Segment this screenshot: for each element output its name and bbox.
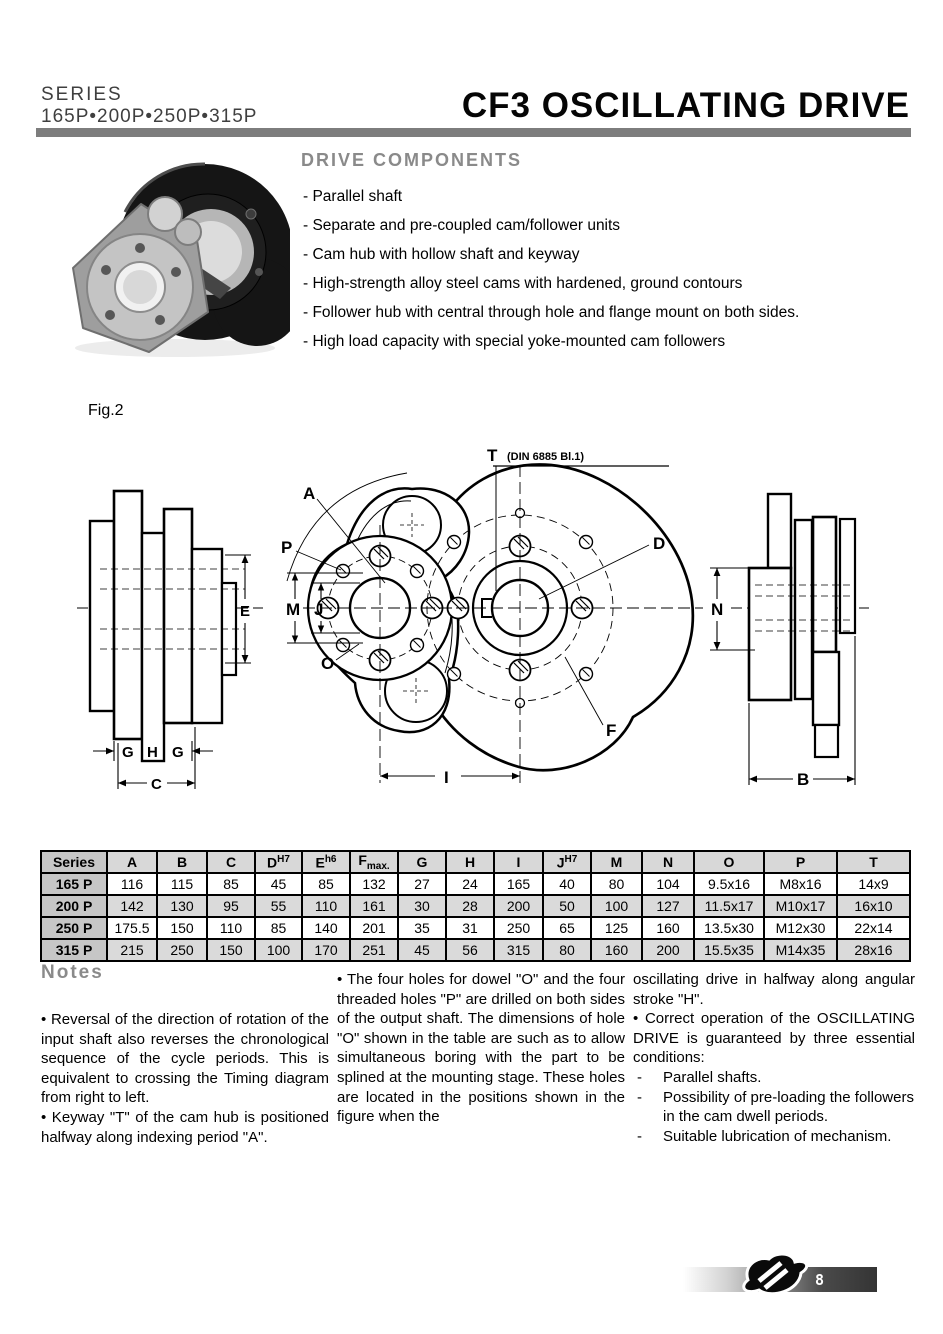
dim-label-b: B — [797, 770, 810, 789]
page-title: CF3 OSCILLATING DRIVE — [461, 86, 910, 125]
table-cell: M12x30 — [764, 917, 837, 939]
table-cell: 200 — [494, 895, 543, 917]
dim-label-f: F — [606, 721, 617, 740]
left-view — [77, 491, 263, 793]
table-cell: 35 — [398, 917, 446, 939]
table-cell: 65 — [543, 917, 591, 939]
series-label: SERIES — [41, 84, 123, 105]
table-cell: M8x16 — [764, 873, 837, 895]
table-cell: 100 — [591, 895, 642, 917]
dim-label-p: P — [281, 538, 293, 557]
table-header-cell: C — [207, 851, 255, 873]
list-item: - High load capacity with special yoke-mounted cam followers — [303, 333, 726, 350]
table-cell: 115 — [157, 873, 207, 895]
table-cell: M10x17 — [764, 895, 837, 917]
dim-label-a: A — [303, 484, 316, 503]
table-cell: 110 — [302, 895, 350, 917]
note-paragraph: • Keyway "T" of the cam hub is positioned halfway along indexing period "A". — [41, 1108, 329, 1146]
table-row — [41, 939, 910, 961]
series-models: 165P•200P•250P•315P — [41, 106, 258, 127]
table-row — [41, 895, 910, 917]
table-cell: 116 — [107, 873, 157, 895]
header-rule — [36, 128, 911, 137]
table-header-cell: P — [764, 851, 837, 873]
table-cell: 85 — [302, 873, 350, 895]
table-header-cell: T — [837, 851, 910, 873]
table-header-row — [41, 851, 910, 873]
page-number: 8 — [815, 1271, 825, 1289]
dim-label-o: O — [321, 654, 335, 673]
table-header-cell: O — [694, 851, 764, 873]
brand-logo-icon — [737, 1249, 811, 1309]
table-cell: 100 — [255, 939, 302, 961]
dim-label-g1: G — [122, 744, 134, 761]
fig2-drawing — [55, 433, 915, 828]
table-cell: 13.5x30 — [694, 917, 764, 939]
table-row — [41, 873, 910, 895]
dimensions-table — [40, 850, 911, 962]
table-cell: 160 — [642, 917, 694, 939]
condition-item: - Possibility of pre-loading the followers in the cam dwell periods. — [637, 1088, 914, 1126]
note-paragraph: • The four holes for dowel "O" and the four threaded holes "P" are drilled on both sides of the output shaft. The dimensions of hole "O" shown in the table are such as to allow simultaneous boring with the part to be splined at the mounting stage. These holes are located in the positions shown in the figure when the — [337, 971, 625, 1126]
table-header-cell: Series — [41, 851, 107, 873]
list-item: - Separate and pre-coupled cam/follower units — [303, 217, 621, 234]
table-cell: 200 P — [41, 895, 107, 917]
dim-label-t: T — [487, 446, 498, 465]
table-cell: 28 — [446, 895, 494, 917]
table-header-cell: H — [446, 851, 494, 873]
note-paragraph: oscillating drive in halfway along angular stroke "H". — [633, 971, 915, 1008]
table-header-cell: I — [494, 851, 543, 873]
table-cell: 132 — [350, 873, 398, 895]
table-cell: 80 — [543, 939, 591, 961]
list-item: - High-strength alloy steel cams with hardened, ground contours — [303, 275, 743, 292]
table-cell: 130 — [157, 895, 207, 917]
notes-heading: Notes — [41, 962, 104, 983]
right-view — [710, 494, 869, 789]
table-cell: 142 — [107, 895, 157, 917]
table-cell: 250 — [157, 939, 207, 961]
table-row — [41, 917, 910, 939]
note-paragraph: • Reversal of the direction of rotation of the input shaft also reverses the chronological sequence of the cycle periods. This is equivalent to crossing the Timing diagram from right to left. — [41, 1011, 329, 1107]
table-cell: 250 — [494, 917, 543, 939]
table-cell: 31 — [446, 917, 494, 939]
table-cell: 56 — [446, 939, 494, 961]
table-cell: 165 P — [41, 873, 107, 895]
product-photo — [45, 152, 290, 362]
table-cell: 215 — [107, 939, 157, 961]
dim-label-e: E — [240, 603, 251, 620]
table-cell: 16x10 — [837, 895, 910, 917]
table-header-cell: A — [107, 851, 157, 873]
notes-column-3 — [633, 970, 915, 1146]
table-header-cell: N — [642, 851, 694, 873]
table-cell: 140 — [302, 917, 350, 939]
dim-label-g2: G — [172, 744, 184, 761]
table-cell: 150 — [207, 939, 255, 961]
table-cell: 125 — [591, 917, 642, 939]
table-cell: 315 P — [41, 939, 107, 961]
list-item: - Follower hub with central through hole and flange mount on both sides. — [303, 304, 800, 321]
figure-caption: Fig.2 — [88, 402, 124, 419]
table-cell: 201 — [350, 917, 398, 939]
table-cell: 250 P — [41, 917, 107, 939]
table-cell: 165 — [494, 873, 543, 895]
table-cell: 24 — [446, 873, 494, 895]
notes-column-2 — [337, 970, 625, 1127]
front-view — [281, 446, 703, 787]
dim-label-h: H — [147, 744, 158, 761]
table-cell: 161 — [350, 895, 398, 917]
table-cell: 170 — [302, 939, 350, 961]
table-cell: 11.5x17 — [694, 895, 764, 917]
drive-components-heading: DRIVE COMPONENTS — [301, 150, 523, 170]
table-header-cell: $D^{H7}$ — [255, 851, 302, 873]
dim-label-n: N — [711, 600, 724, 619]
table-cell: 175.5 — [107, 917, 157, 939]
table-cell: M14x35 — [764, 939, 837, 961]
table-cell: 200 — [642, 939, 694, 961]
table-cell: 315 — [494, 939, 543, 961]
table-cell: 85 — [255, 917, 302, 939]
notes-column-1 — [41, 1010, 329, 1147]
condition-item: - Suitable lubrication of mechanism. — [637, 1127, 892, 1145]
table-cell: 9.5x16 — [694, 873, 764, 895]
table-cell: 85 — [207, 873, 255, 895]
table-cell: 104 — [642, 873, 694, 895]
table-cell: 251 — [350, 939, 398, 961]
dim-label-t-note: (DIN 6885 Bl.1) — [507, 451, 585, 463]
table-cell: 22x14 — [837, 917, 910, 939]
table-cell: 160 — [591, 939, 642, 961]
table-cell: 55 — [255, 895, 302, 917]
table-cell: 80 — [591, 873, 642, 895]
drive-components-list — [303, 187, 928, 361]
dim-label-i: I — [444, 768, 449, 787]
dim-label-c: C — [151, 776, 162, 793]
table-cell: 127 — [642, 895, 694, 917]
table-cell: 28x16 — [837, 939, 910, 961]
dim-label-m: M — [286, 600, 301, 619]
table-header-cell: $J^{H7}$ — [543, 851, 591, 873]
table-header-cell: B — [157, 851, 207, 873]
table-cell: 15.5x35 — [694, 939, 764, 961]
note-paragraph: • Correct operation of the OSCILLATING DRIVE is guaranteed by three essential conditions: — [633, 1010, 915, 1067]
list-item: - Cam hub with hollow shaft and keyway — [303, 246, 580, 263]
table-header-cell: $E^{h6}$ — [302, 851, 350, 873]
table-cell: 150 — [157, 917, 207, 939]
table-cell: 27 — [398, 873, 446, 895]
condition-item: - Parallel shafts. — [637, 1068, 762, 1086]
table-header-cell: G — [398, 851, 446, 873]
table-cell: 50 — [543, 895, 591, 917]
dim-label-j: J — [314, 600, 324, 619]
dim-label-d: D — [653, 534, 666, 553]
table-cell: 40 — [543, 873, 591, 895]
table-header-cell: $F_{max.}$ — [350, 851, 398, 873]
table-cell: 95 — [207, 895, 255, 917]
table-cell: 30 — [398, 895, 446, 917]
table-cell: 45 — [398, 939, 446, 961]
list-item: - Parallel shaft — [303, 188, 403, 205]
table-cell: 14x9 — [837, 873, 910, 895]
table-cell: 110 — [207, 917, 255, 939]
table-header-cell: M — [591, 851, 642, 873]
table-cell: 45 — [255, 873, 302, 895]
